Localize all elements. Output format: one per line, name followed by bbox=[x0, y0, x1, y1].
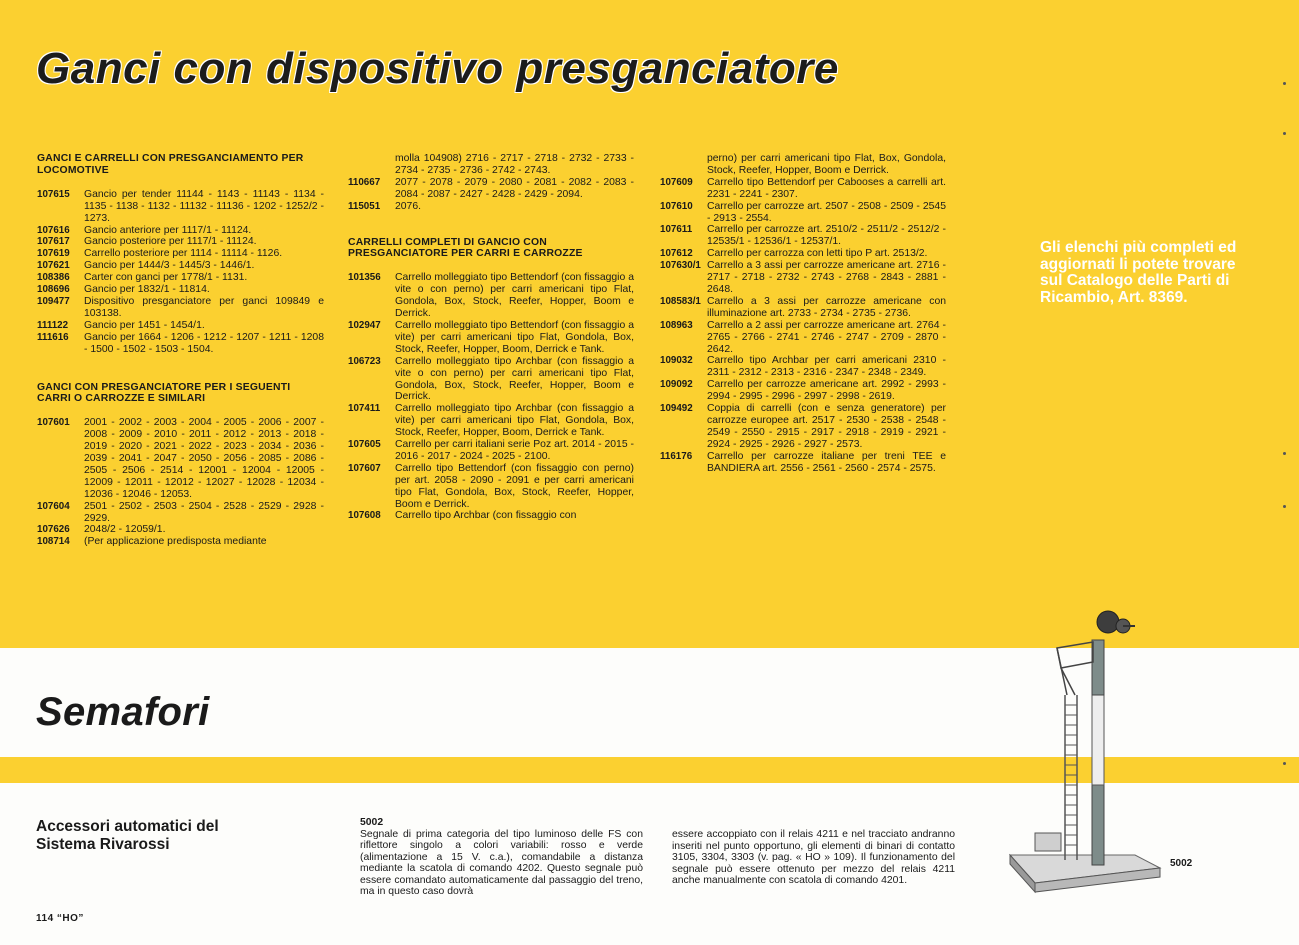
list-item bbox=[660, 296, 946, 320]
list-item bbox=[37, 296, 324, 320]
margin-dot bbox=[1283, 762, 1286, 765]
semaphore-illustration bbox=[995, 600, 1170, 900]
part-description: Gancio per 1664 - 1206 - 1212 - 1207 - 1211 - 1208 - 1500 - 1502 - 1503 - 1504. bbox=[84, 331, 324, 355]
description-text-b: essere accoppiato con il relais 4211 e nel tracciato andranno inseriti nel punto opportuno, gli elementi di binari di contatto 3105, 3304, 3303 (v. pag. « HO » 109). Il funzionamento del segnale può essere ottenuto per mezzo del relais 4211 anche manualmente con scatola di comando 4201. bbox=[672, 829, 955, 886]
list-complete-trucks-cont bbox=[660, 177, 946, 475]
list-complete-trucks bbox=[348, 272, 634, 522]
list-item bbox=[660, 320, 946, 356]
list-item bbox=[37, 225, 324, 237]
list-item bbox=[348, 201, 634, 213]
list-locomotive-couplers bbox=[37, 189, 324, 356]
page-number: 114 “HO” bbox=[36, 913, 84, 924]
catalog-note: Gli elenchi più completi ed aggiornati li potete trovare sul Catalogo delle Parti di Ricambio, Art. 8369. bbox=[1040, 239, 1237, 306]
list-item bbox=[660, 403, 946, 451]
part-code: 108696 bbox=[37, 284, 70, 296]
part-code: 107612 bbox=[660, 248, 693, 260]
part-description: Carrello tipo Bettendorf per Cabooses a carrelli art. 2231 - 2241 - 2307. bbox=[707, 176, 946, 200]
list-item bbox=[37, 536, 324, 548]
description-text-a: Segnale di prima categoria del tipo luminoso delle FS con riflettore singolo a colori variabili: rosso e verde (alimentazione a 15 V. c.a.), comandabile a distanza mediante la scatola di comando 4202. Questo segnale può essere comandato automaticamente dal passaggio del treno, ma in questo caso dovrà bbox=[360, 828, 643, 897]
part-code: 109092 bbox=[660, 379, 693, 391]
part-code: 107617 bbox=[37, 236, 70, 248]
list-item bbox=[37, 417, 324, 500]
part-description: Carrello a 3 assi per carrozze americane art. 2716 - 2717 - 2718 - 2732 - 2743 - 2768 - 2843 - 2881 - 2648. bbox=[707, 260, 946, 295]
part-code: 107630/1 bbox=[660, 260, 701, 272]
part-description: Gancio per 1444/3 - 1445/3 - 1446/1. bbox=[84, 260, 255, 272]
part-description: (Per applicazione predisposta mediante bbox=[84, 536, 267, 548]
part-description: Carrello per carrozze americane art. 2992 - 2993 - 2994 - 2995 - 2996 - 2997 - 2998 - 2619. bbox=[707, 379, 946, 403]
part-description: Carrello molleggiato tipo Archbar (con fissaggio a vite o con perno) per carri americani tipo Flat, Gondola, Box, Stock, Reefer, Hopper, Boom e Derrick. bbox=[395, 355, 634, 403]
part-description: Gancio per 1832/1 - 11814. bbox=[84, 284, 210, 296]
list-item bbox=[660, 355, 946, 379]
part-code: 107605 bbox=[348, 439, 381, 451]
list-item bbox=[37, 320, 324, 332]
part-description: Gancio posteriore per 1117/1 - 11124. bbox=[84, 236, 257, 248]
part-code: 106723 bbox=[348, 355, 381, 367]
list-item bbox=[37, 272, 324, 284]
part-code: 108583/1 bbox=[660, 295, 701, 307]
accessory-title: Accessori automatici del Sistema Rivarossi bbox=[36, 818, 219, 853]
part-description: Carrello tipo Bettendorf (con fissaggio con perno) per art. 2058 - 2090 - 2091 e per carri americani tipo Flat, Gondola, Box, Stock, Reefer, Hopper, Boom e Derrick. bbox=[395, 462, 634, 510]
column-2 bbox=[348, 153, 634, 522]
part-description: 2048/2 - 12059/1. bbox=[84, 524, 166, 536]
part-description: Dispositivo presganciatore per ganci 109849 e 103138. bbox=[84, 295, 324, 319]
list-item bbox=[348, 320, 634, 356]
part-code: 107615 bbox=[37, 188, 70, 200]
part-code: 109032 bbox=[660, 355, 693, 367]
part-description: 2076. bbox=[395, 200, 422, 212]
list-item bbox=[348, 463, 634, 511]
list-item bbox=[660, 451, 946, 475]
part-description: Carrello molleggiato tipo Bettendorf (con fissaggio a vite o con perno) per carri americani tipo Flat, Gondola, Box, Stock, Reefer, Hopper, Boom e Derrick. bbox=[395, 272, 634, 320]
list-item bbox=[348, 403, 634, 439]
part-code: 108714 bbox=[37, 536, 70, 548]
part-code: 107609 bbox=[660, 176, 693, 188]
description-left bbox=[360, 817, 643, 898]
part-code: 115051 bbox=[348, 200, 381, 212]
part-code: 107411 bbox=[348, 403, 381, 415]
part-code: 116176 bbox=[660, 450, 693, 462]
part-code: 109477 bbox=[37, 295, 70, 307]
part-code: 109492 bbox=[660, 403, 693, 415]
part-description: Carrello per carrozze art. 2507 - 2508 - 2509 - 2545 - 2913 - 2554. bbox=[707, 200, 946, 224]
heading-locomotive-couplers: GANCI E CARRELLI CON PRESGANCIAMENTO PER LOCOMOTIVE bbox=[37, 153, 304, 176]
part-code: 107601 bbox=[37, 417, 70, 429]
part-code: 101356 bbox=[348, 272, 381, 284]
list-item bbox=[37, 332, 324, 356]
part-code: 107608 bbox=[348, 510, 381, 522]
page-title: Ganci con dispositivo presganciatore bbox=[36, 44, 839, 93]
list-item bbox=[37, 524, 324, 536]
list-item bbox=[37, 284, 324, 296]
list-item bbox=[660, 224, 946, 248]
part-description: 2077 - 2078 - 2079 - 2080 - 2081 - 2082 - 2083 - 2084 - 2087 - 2427 - 2428 - 2429 - 2094. bbox=[395, 176, 634, 200]
list-item bbox=[37, 501, 324, 525]
part-code: 111122 bbox=[37, 319, 69, 331]
part-description: Carrello per carri italiani serie Poz art. 2014 - 2015 - 2016 - 2017 - 2024 - 2025 - 2100. bbox=[395, 439, 634, 462]
part-code: 107607 bbox=[348, 462, 381, 474]
margin-dot bbox=[1283, 452, 1286, 455]
part-description: Gancio per 1451 - 1454/1. bbox=[84, 319, 205, 331]
part-description: Carrello tipo Archbar per carri americani 2310 - 2311 - 2312 - 2313 - 2316 - 2347 - 2348 - 2349. bbox=[707, 355, 946, 379]
list-item bbox=[660, 260, 946, 296]
part-description: 2001 - 2002 - 2003 - 2004 - 2005 - 2006 - 2007 - 2008 - 2009 - 2010 - 2011 - 2012 - 2013 - 2018 - 2019 - 2020 - 2021 - 2022 - 2023 - 2034 - 2036 - 2039 - 2041 - 2047 - 2050 - 2056 - 2085 - 2086 - 2505 - 2506 - 2514 - 12001 - 12004 - 12005 - 12009 - 12011 - 12012 - 12027 - 12028 - 12034 - 12036 - 12046 - 12053. bbox=[84, 417, 324, 500]
part-description: Carter con ganci per 1778/1 - 1131. bbox=[84, 272, 248, 284]
part-code: 110667 bbox=[348, 176, 381, 188]
part-code: 107626 bbox=[37, 524, 70, 536]
margin-dot bbox=[1283, 132, 1286, 135]
heading-wagon-couplers: GANCI CON PRESGANCIATORE PER I SEGUENTI CARRI O CARROZZE E SIMILARI bbox=[37, 381, 291, 405]
part-description: Carrello per carrozze italiane per treni TEE e BANDIERA art. 2556 - 2561 - 2560 - 2574 - 2575. bbox=[707, 450, 946, 474]
part-code: 107616 bbox=[37, 224, 70, 236]
list-item bbox=[348, 272, 634, 320]
part-description: Carrello per carrozza con letti tipo P art. 2513/2. bbox=[707, 248, 928, 260]
heading-complete-trucks: CARRELLI COMPLETI DI GANCIO CON PRESGANCIATORE PER CARRI E CARROZZE bbox=[348, 236, 583, 260]
continuation-text: molla 104908) 2716 - 2717 - 2718 - 2732 - 2733 - 2734 - 2735 - 2736 - 2742 - 2743. bbox=[395, 153, 634, 176]
list-item bbox=[660, 248, 946, 260]
part-code: 107604 bbox=[37, 500, 70, 512]
list-wagon-couplers bbox=[37, 417, 324, 548]
list-item bbox=[37, 248, 324, 260]
list-item bbox=[348, 439, 634, 463]
part-code: 108963 bbox=[660, 319, 693, 331]
part-code: 107619 bbox=[37, 248, 70, 260]
part-description: Carrello molleggiato tipo Bettendorf (con fissaggio a vite) per carri americani tipo Flat, Gondola, Box, Stock, Reefer, Hopper, Boom, Derrick e Tank. bbox=[395, 319, 634, 355]
part-description: Carrello molleggiato tipo Archbar (con fissaggio a vite) per carri americani tipo Flat, Gondola, Box, Stock, Reefer, Hopper, Boom, Derrick e Tank. bbox=[395, 403, 634, 439]
list-item bbox=[660, 201, 946, 225]
list-item bbox=[348, 177, 634, 201]
section-title: Semafori bbox=[36, 690, 210, 734]
part-code: 111616 bbox=[37, 331, 69, 343]
part-description: Carrello posteriore per 1114 - 11114 - 1126. bbox=[84, 248, 283, 260]
part-code: 102947 bbox=[348, 319, 381, 331]
margin-dot bbox=[1283, 505, 1286, 508]
list-item bbox=[348, 356, 634, 404]
part-code: 107611 bbox=[660, 224, 693, 236]
list-item bbox=[37, 260, 324, 272]
list-item bbox=[660, 177, 946, 201]
continuation-text: perno) per carri americani tipo Flat, Box, Gondola, Stock, Reefer, Hopper, Boom e Derrick. bbox=[707, 153, 946, 176]
part-description: Gancio per tender 11144 - 1143 - 11143 - 1134 - 1135 - 1138 - 1132 - 11132 - 11136 - 1202 - 1252/2 - 1273. bbox=[84, 188, 324, 224]
list-item bbox=[348, 510, 634, 522]
list-item bbox=[37, 189, 324, 225]
column-1 bbox=[37, 153, 324, 548]
list-item bbox=[660, 379, 946, 403]
part-code: 107621 bbox=[37, 260, 70, 272]
list-item bbox=[37, 236, 324, 248]
part-description: Carrello a 2 assi per carrozze americane art. 2764 - 2765 - 2766 - 2741 - 2746 - 2747 - 2709 - 2870 - 2642. bbox=[707, 319, 946, 355]
margin-dot bbox=[1283, 82, 1286, 85]
list-wagon-couplers-cont bbox=[348, 177, 634, 213]
part-description: Carrello tipo Archbar (con fissaggio con bbox=[395, 510, 577, 522]
part-description: Carrello a 3 assi per carrozze americane con illuminazione art. 2733 - 2734 - 2735 - 2736. bbox=[707, 295, 946, 319]
part-description: Coppia di carrelli (con e senza generatore) per carrozze europee art. 2517 - 2530 - 2538 - 2548 - 2549 - 2550 - 2915 - 2917 - 2918 - 2919 - 2921 - 2924 - 2925 - 2926 - 2927 - 2573. bbox=[707, 403, 946, 450]
product-code: 5002 bbox=[360, 817, 384, 828]
part-code: 107610 bbox=[660, 200, 693, 212]
part-code: 108386 bbox=[37, 272, 70, 284]
column-3 bbox=[660, 153, 946, 474]
part-description: Carrello per carrozze art. 2510/2 - 2511/2 - 2512/2 - 12535/1 - 12536/1 - 12537/1. bbox=[707, 224, 946, 248]
figure-label: 5002 bbox=[1170, 858, 1193, 869]
part-description: 2501 - 2502 - 2503 - 2504 - 2528 - 2529 - 2928 - 2929. bbox=[84, 500, 324, 524]
part-description: Gancio anteriore per 1117/1 - 11124. bbox=[84, 224, 252, 236]
